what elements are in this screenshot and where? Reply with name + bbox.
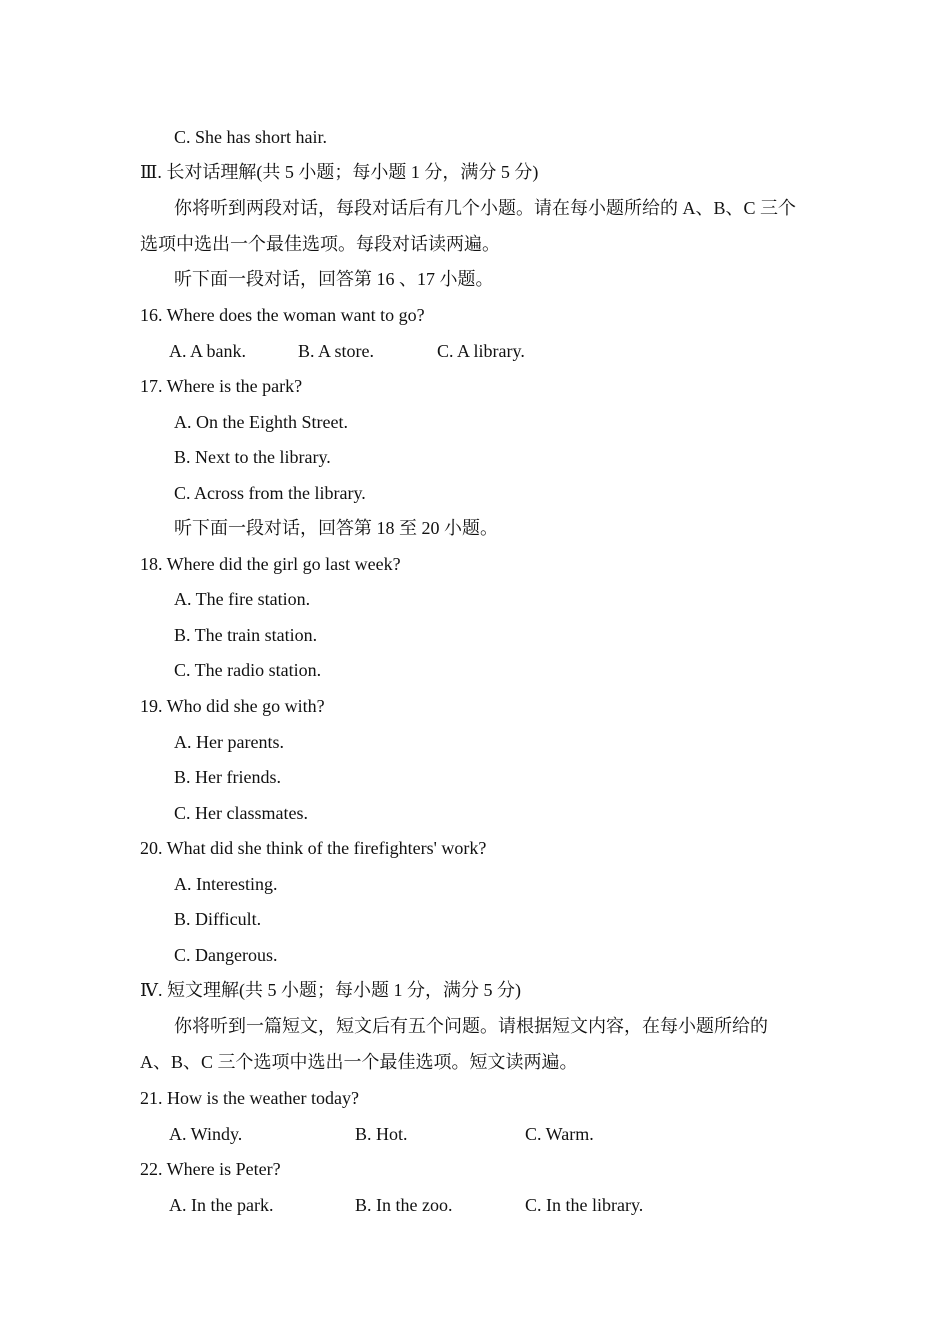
- q20-option-c: C. Dangerous.: [174, 945, 278, 965]
- q16-option-a: A. A bank.: [169, 341, 247, 361]
- q17-option-c: C. Across from the library.: [174, 483, 366, 503]
- q21-option-a: A. Windy.: [169, 1124, 243, 1144]
- q21-option-c: C. Warm.: [525, 1124, 594, 1144]
- question-21: 21. How is the weather today?: [140, 1088, 359, 1108]
- question-18: 18. Where did the girl go last week?: [140, 554, 401, 574]
- q20-option-b: B. Difficult.: [174, 909, 262, 929]
- q18-option-a: A. The fire station.: [174, 589, 311, 609]
- q18-option-b: B. The train station.: [174, 625, 318, 645]
- section-3-instruction-line-1: 你将听到两段对话，每段对话后有几个小题。请在每小题所给的 A、B、C 三个: [174, 198, 797, 218]
- section-4-heading: Ⅳ. 短文理解(共 5 小题；每小题 1 分，满分 5 分): [140, 980, 521, 1000]
- q22-option-b: B. In the zoo.: [355, 1195, 453, 1215]
- q22-option-a: A. In the park.: [169, 1195, 274, 1215]
- section-3-heading: Ⅲ. 长对话理解(共 5 小题；每小题 1 分，满分 5 分): [140, 162, 539, 182]
- q15-option-c: C. She has short hair.: [174, 127, 327, 147]
- question-19: 19. Who did she go with?: [140, 696, 325, 716]
- q19-option-a: A. Her parents.: [174, 732, 284, 752]
- question-17: 17. Where is the park?: [140, 376, 303, 396]
- section-4-instruction-line-1: 你将听到一篇短文，短文后有五个问题。请根据短文内容，在每小题所给的: [174, 1016, 768, 1036]
- q18-option-c: C. The radio station.: [174, 660, 322, 680]
- dialog-1-instruction: 听下面一段对话，回答第 16 、17 小题。: [174, 269, 494, 289]
- dialog-2-instruction: 听下面一段对话，回答第 18 至 20 小题。: [174, 518, 498, 538]
- q19-option-c: C. Her classmates.: [174, 803, 308, 823]
- question-20: 20. What did she think of the firefighters' work?: [140, 838, 487, 858]
- q17-option-a: A. On the Eighth Street.: [174, 412, 348, 432]
- q17-option-b: B. Next to the library.: [174, 447, 331, 467]
- q21-option-b: B. Hot.: [355, 1124, 408, 1144]
- q20-option-a: A. Interesting.: [174, 874, 278, 894]
- q16-option-c: C. A library.: [437, 341, 525, 361]
- section-4-instruction-line-2: A、B、C 三个选项中选出一个最佳选项。短文读两遍。: [140, 1052, 578, 1072]
- q22-option-c: C. In the library.: [525, 1195, 644, 1215]
- question-16: 16. Where does the woman want to go?: [140, 305, 425, 325]
- q19-option-b: B. Her friends.: [174, 767, 281, 787]
- q16-option-b: B. A store.: [298, 341, 375, 361]
- question-22: 22. Where is Peter?: [140, 1159, 281, 1179]
- section-3-instruction-line-2: 选项中选出一个最佳选项。每段对话读两遍。: [140, 234, 500, 254]
